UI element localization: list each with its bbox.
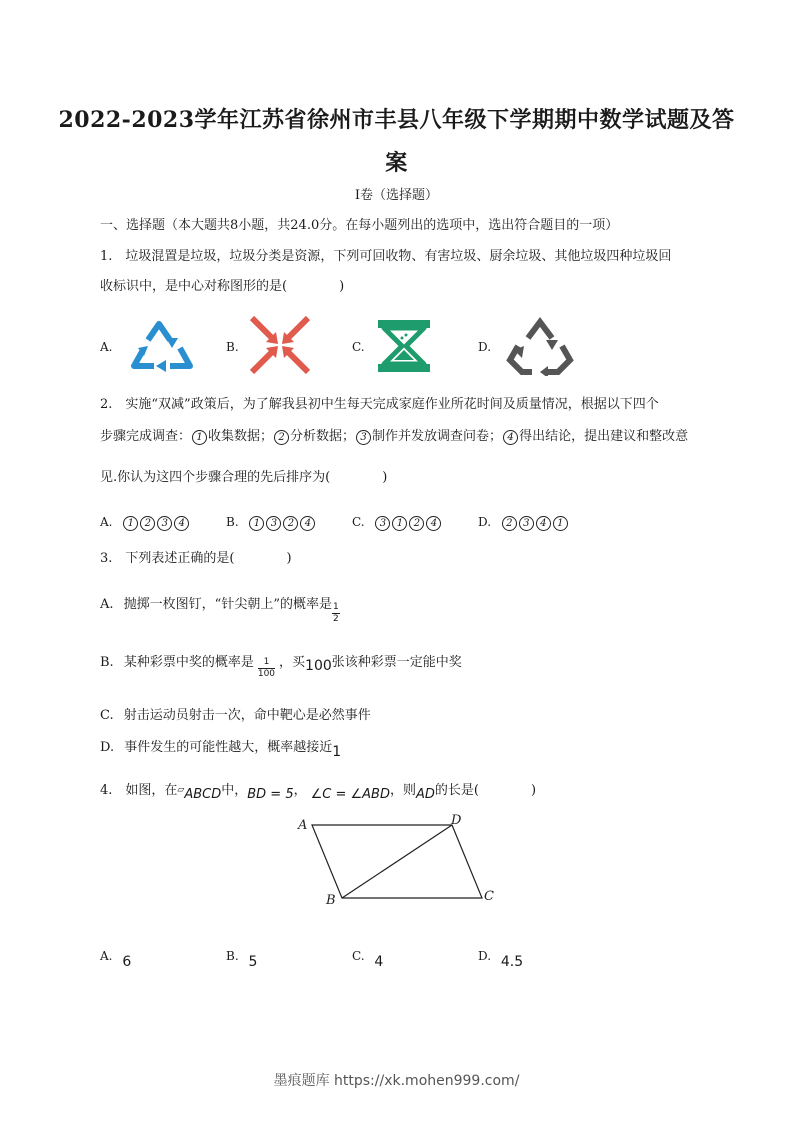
vertex-b-label: B (326, 893, 336, 908)
q4-option-b-label: B. (226, 949, 239, 963)
seq-a-2: 2 (140, 516, 155, 531)
q4-ad: AD (416, 787, 435, 802)
q2-stem-line1: 2. 实施“双减”政策后，为了解我县初中生每天完成家庭作业所花时间及质量情况，根据以下四个 (100, 397, 659, 412)
q3-option-b-text3: 张该种彩票一定能中奖 (331, 655, 462, 670)
q1-option-d-label: D. (478, 340, 492, 354)
q3-option-a-text: 抛掷一枚图钉，“针尖朝上”的概率是 (123, 597, 332, 612)
seq-d-3: 4 (536, 516, 551, 531)
q2-option-a (100, 515, 190, 531)
q4-option-a (100, 948, 132, 970)
q3-option-d-number: 1 (332, 744, 342, 760)
seq-b-1: 1 (249, 516, 264, 531)
q3-option-b-text2: ，买 (279, 655, 306, 670)
q4-mid1: 中， (221, 783, 248, 798)
q4-option-c (352, 948, 384, 970)
q4-prefix: 4. 如图，在 (100, 783, 178, 798)
parallelogram-figure (290, 810, 510, 914)
part-heading: 一、选择题（本大题共8小题，共24.0分。在每小题列出的选项中，选出符合题目的一项） (100, 218, 619, 233)
seq-b-4: 4 (300, 516, 315, 531)
q3-stem: 3. 下列表述正确的是( ) (100, 551, 292, 566)
step-marker-3: 3 (356, 430, 371, 445)
q4-suffix: 的长是( ) (434, 783, 537, 798)
step-marker-4: 4 (503, 430, 518, 445)
q4-option-d (478, 948, 524, 970)
q4-stem (100, 782, 536, 803)
q2-stem-line3: 见.你认为这四个步骤合理的先后排序为( ) (100, 470, 388, 485)
q3-option-d-text: 事件发生的可能性越大，概率越接近 (124, 740, 333, 755)
vertex-a-label: A (298, 818, 308, 833)
document-title-line1: 2022-2023学年江苏省徐州市丰县八年级下学期期中数学试题及答 (58, 107, 735, 133)
seq-d-2: 3 (519, 516, 534, 531)
q3-option-b-number: 100 (305, 658, 332, 674)
q4-option-d-label: D. (478, 949, 492, 963)
other-waste-icon (506, 316, 574, 376)
q2-option-c (352, 515, 442, 531)
seq-c-1: 3 (375, 516, 390, 531)
q2-option-d (478, 515, 569, 531)
q2-step-4: 得出结论，提出建议和整改意 (519, 429, 689, 444)
q4-option-a-label: A. (100, 949, 113, 963)
q1-option-a-label: A. (100, 340, 113, 354)
vertex-c-label: C (484, 889, 494, 904)
q4-bd-equation: BD = 5 (247, 787, 294, 802)
seq-c-2: 1 (392, 516, 407, 531)
seq-d-1: 2 (502, 516, 517, 531)
q3-option-c (100, 708, 371, 724)
q3-option-a (100, 584, 340, 625)
q3-option-c-text: 射击运动员射击一次，命中靶心是必然事件 (123, 708, 371, 723)
q2-stem-line2 (100, 429, 688, 445)
seq-a-3: 3 (157, 516, 172, 531)
q4-option-b (226, 948, 258, 970)
q4-angle-equation: ∠C = ∠ABD (310, 787, 390, 802)
document-title-line2: 案 (385, 150, 408, 176)
seq-a-1: 1 (123, 516, 138, 531)
parallelogram-symbol: ▱ (177, 785, 185, 795)
q1-option-c-label: C. (352, 340, 365, 354)
q2-option-b (226, 515, 316, 531)
q3-option-b-text1: 某种彩票中奖的概率是 (123, 655, 254, 670)
vertex-d-label: D (451, 813, 462, 828)
q2-step-2: 分析数据； (290, 429, 356, 444)
q2-option-d-label: D. (478, 515, 492, 529)
q3-option-c-label: C. (100, 708, 114, 723)
section-label: I卷（选择题） (354, 188, 439, 203)
hazardous-waste-icon (248, 314, 312, 376)
q3-option-d-label: D. (100, 740, 115, 755)
q3-a-fraction: $\frac{1}{2}$ (332, 602, 339, 624)
seq-b-2: 3 (266, 516, 281, 531)
q3-b-fraction: $\frac{1}{100}$ (257, 657, 276, 679)
q3-option-b-label: B. (100, 655, 114, 670)
step-marker-2: 2 (274, 430, 289, 445)
seq-c-4: 4 (426, 516, 441, 531)
q1-stem-line1: 1. 垃圾混置是垃圾，垃圾分类是资源，下列可回收物、有害垃圾、厨余垃圾、其他垃圾四种垃圾回 (100, 249, 672, 264)
footer-watermark: 墨痕题库 https://xk.mohen999.com/ (273, 1073, 520, 1089)
q4-option-a-value: 6 (122, 954, 132, 970)
kitchen-waste-icon (376, 318, 432, 374)
q2-step-3: 制作并发放调查问卷； (372, 429, 503, 444)
q2-step-1: 收集数据； (208, 429, 274, 444)
q3-option-a-label: A. (100, 597, 114, 612)
seq-b-3: 2 (283, 516, 298, 531)
q1-stem-line2: 收标识中，是中心对称图形的是( ) (100, 279, 345, 294)
seq-d-4: 1 (553, 516, 568, 531)
q4-option-c-label: C. (352, 949, 365, 963)
q4-abcd: ABCD (184, 787, 222, 802)
q4-option-c-value: 4 (374, 954, 384, 970)
q1-option-b-label: B. (226, 340, 239, 354)
q4-option-d-value: 4.5 (500, 954, 524, 970)
q2-option-a-label: A. (100, 515, 113, 529)
diagonal-bd (342, 825, 452, 898)
q3-option-b (100, 645, 462, 681)
q2-option-c-label: C. (352, 515, 365, 529)
q4-mid2: ，则 (390, 783, 417, 798)
recyclable-icon (124, 316, 200, 374)
seq-c-3: 2 (409, 516, 424, 531)
q4-option-b-value: 5 (248, 954, 258, 970)
seq-a-4: 4 (174, 516, 189, 531)
q2-option-b-label: B. (226, 515, 239, 529)
q2-prefix: 步骤完成调查： (100, 429, 192, 444)
q3-option-d (100, 740, 341, 760)
q4-sep: ， (293, 783, 307, 798)
step-marker-1: 1 (192, 430, 207, 445)
